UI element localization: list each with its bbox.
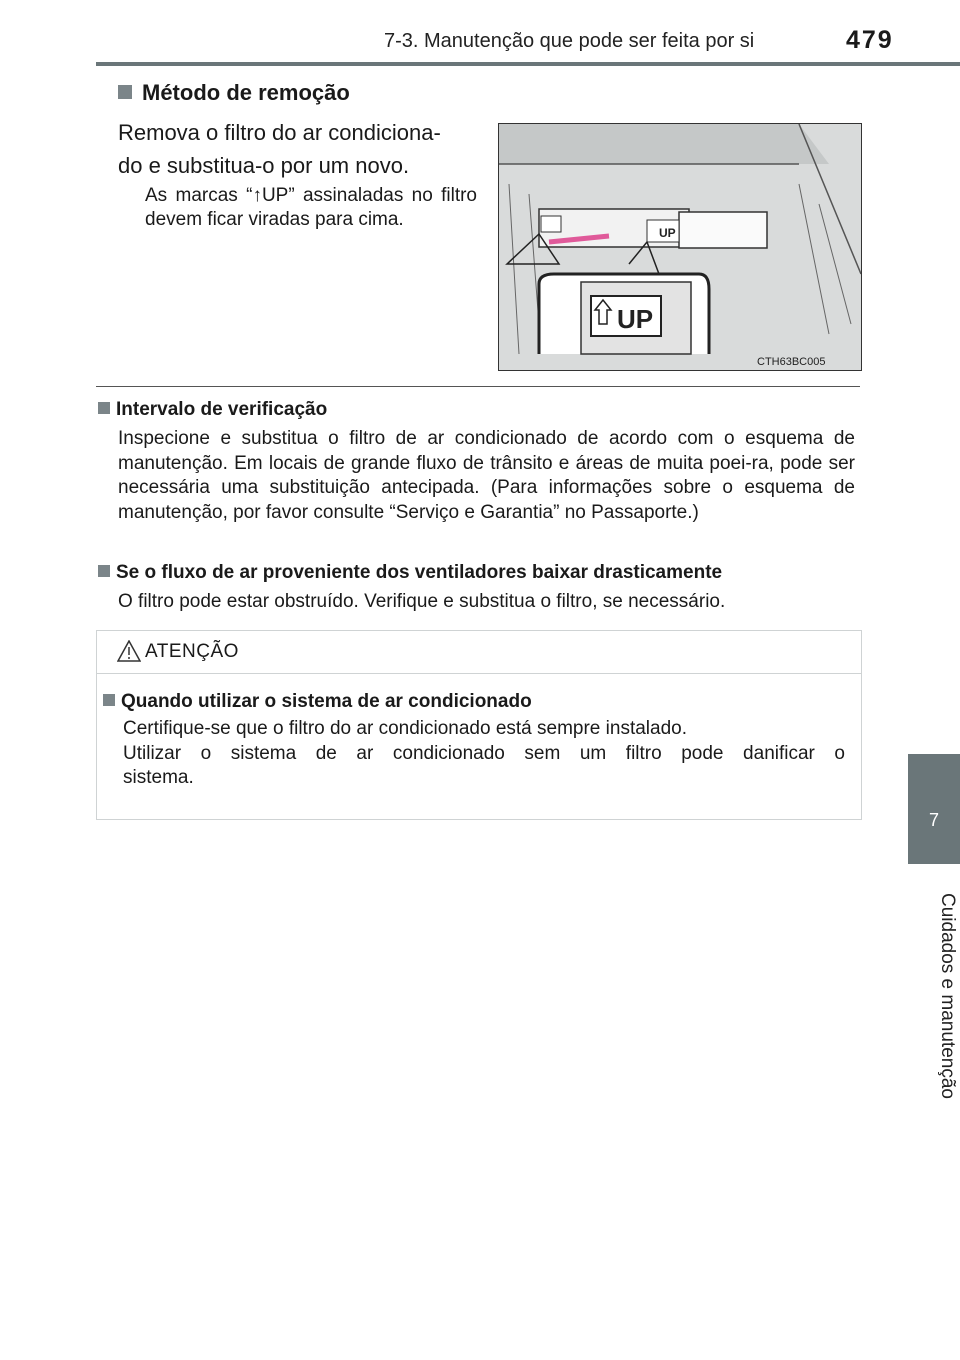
airflow-heading-text: Se o fluxo de ar proveniente dos ventiladores baixar drasticamente <box>116 562 723 583</box>
square-bullet-icon <box>98 565 110 577</box>
header-section-title: 7-3. Manutenção que pode ser feita por si <box>384 30 755 52</box>
section-divider <box>96 386 860 387</box>
header-rule <box>96 62 960 66</box>
warning-header <box>97 631 861 674</box>
filter-illustration <box>498 123 862 371</box>
warning-box <box>96 630 862 820</box>
check-interval-body: Inspecione e substitua o filtro de ar condicionado de acordo com o esquema de manutenção. Em locais de grande fluxo de trânsito e áreas de muita poei-ra, pode ser necessária uma substituição antecipada. (Para informações sobre o esquema de manutenção, por favor consulte “Serviço e Garantia” no Passaporte.) <box>118 428 855 523</box>
check-interval-heading <box>98 399 327 421</box>
warning-triangle-icon <box>117 640 141 662</box>
small-up-label: UP <box>659 226 676 240</box>
method-heading-text: Método de remoção <box>142 80 350 105</box>
chapter-number: 7 <box>928 810 939 830</box>
method-note <box>145 184 477 232</box>
note-after: UP” assinaladas no filtro devem ficar viradas para cima. <box>145 185 477 230</box>
warning-line2: Utilizar o sistema de ar condicionado sem um filtro pode danificar o <box>123 742 845 764</box>
method-lead-text <box>118 116 488 182</box>
check-interval-heading-text: Intervalo de verificação <box>116 399 328 420</box>
square-bullet-icon <box>103 694 115 706</box>
warning-body <box>123 717 845 791</box>
warning-line1: Certifique-se que o filtro do ar condicionado está sempre instalado. <box>123 718 687 739</box>
method-lead-line1: Remova o filtro do ar condiciona- <box>118 120 441 145</box>
chapter-tab <box>908 754 960 864</box>
warning-heading <box>103 691 532 713</box>
square-bullet-icon <box>118 85 132 99</box>
warning-heading-text: Quando utilizar o sistema de ar condicionado <box>121 691 532 712</box>
note-before: As marcas “ <box>145 185 253 206</box>
large-up-label: UP <box>617 304 654 334</box>
airflow-body: O filtro pode estar obstruído. Verifique e substitua o filtro, se necessário. <box>118 591 726 612</box>
chapter-title: Cuidados e manutenção <box>937 893 958 1099</box>
warning-label: ATENÇÃO <box>145 641 239 662</box>
method-heading <box>118 80 350 106</box>
page-number: 479 <box>846 26 894 54</box>
filter-illustration-drawing <box>499 124 861 370</box>
warning-line3: sistema. <box>123 767 194 788</box>
figure-code: CTH63BC005 <box>757 356 826 368</box>
square-bullet-icon <box>98 402 110 414</box>
method-lead-line2: do e substitua-o por um novo. <box>118 153 410 178</box>
up-arrow-icon: ↑ <box>252 185 262 206</box>
airflow-heading <box>98 562 722 584</box>
